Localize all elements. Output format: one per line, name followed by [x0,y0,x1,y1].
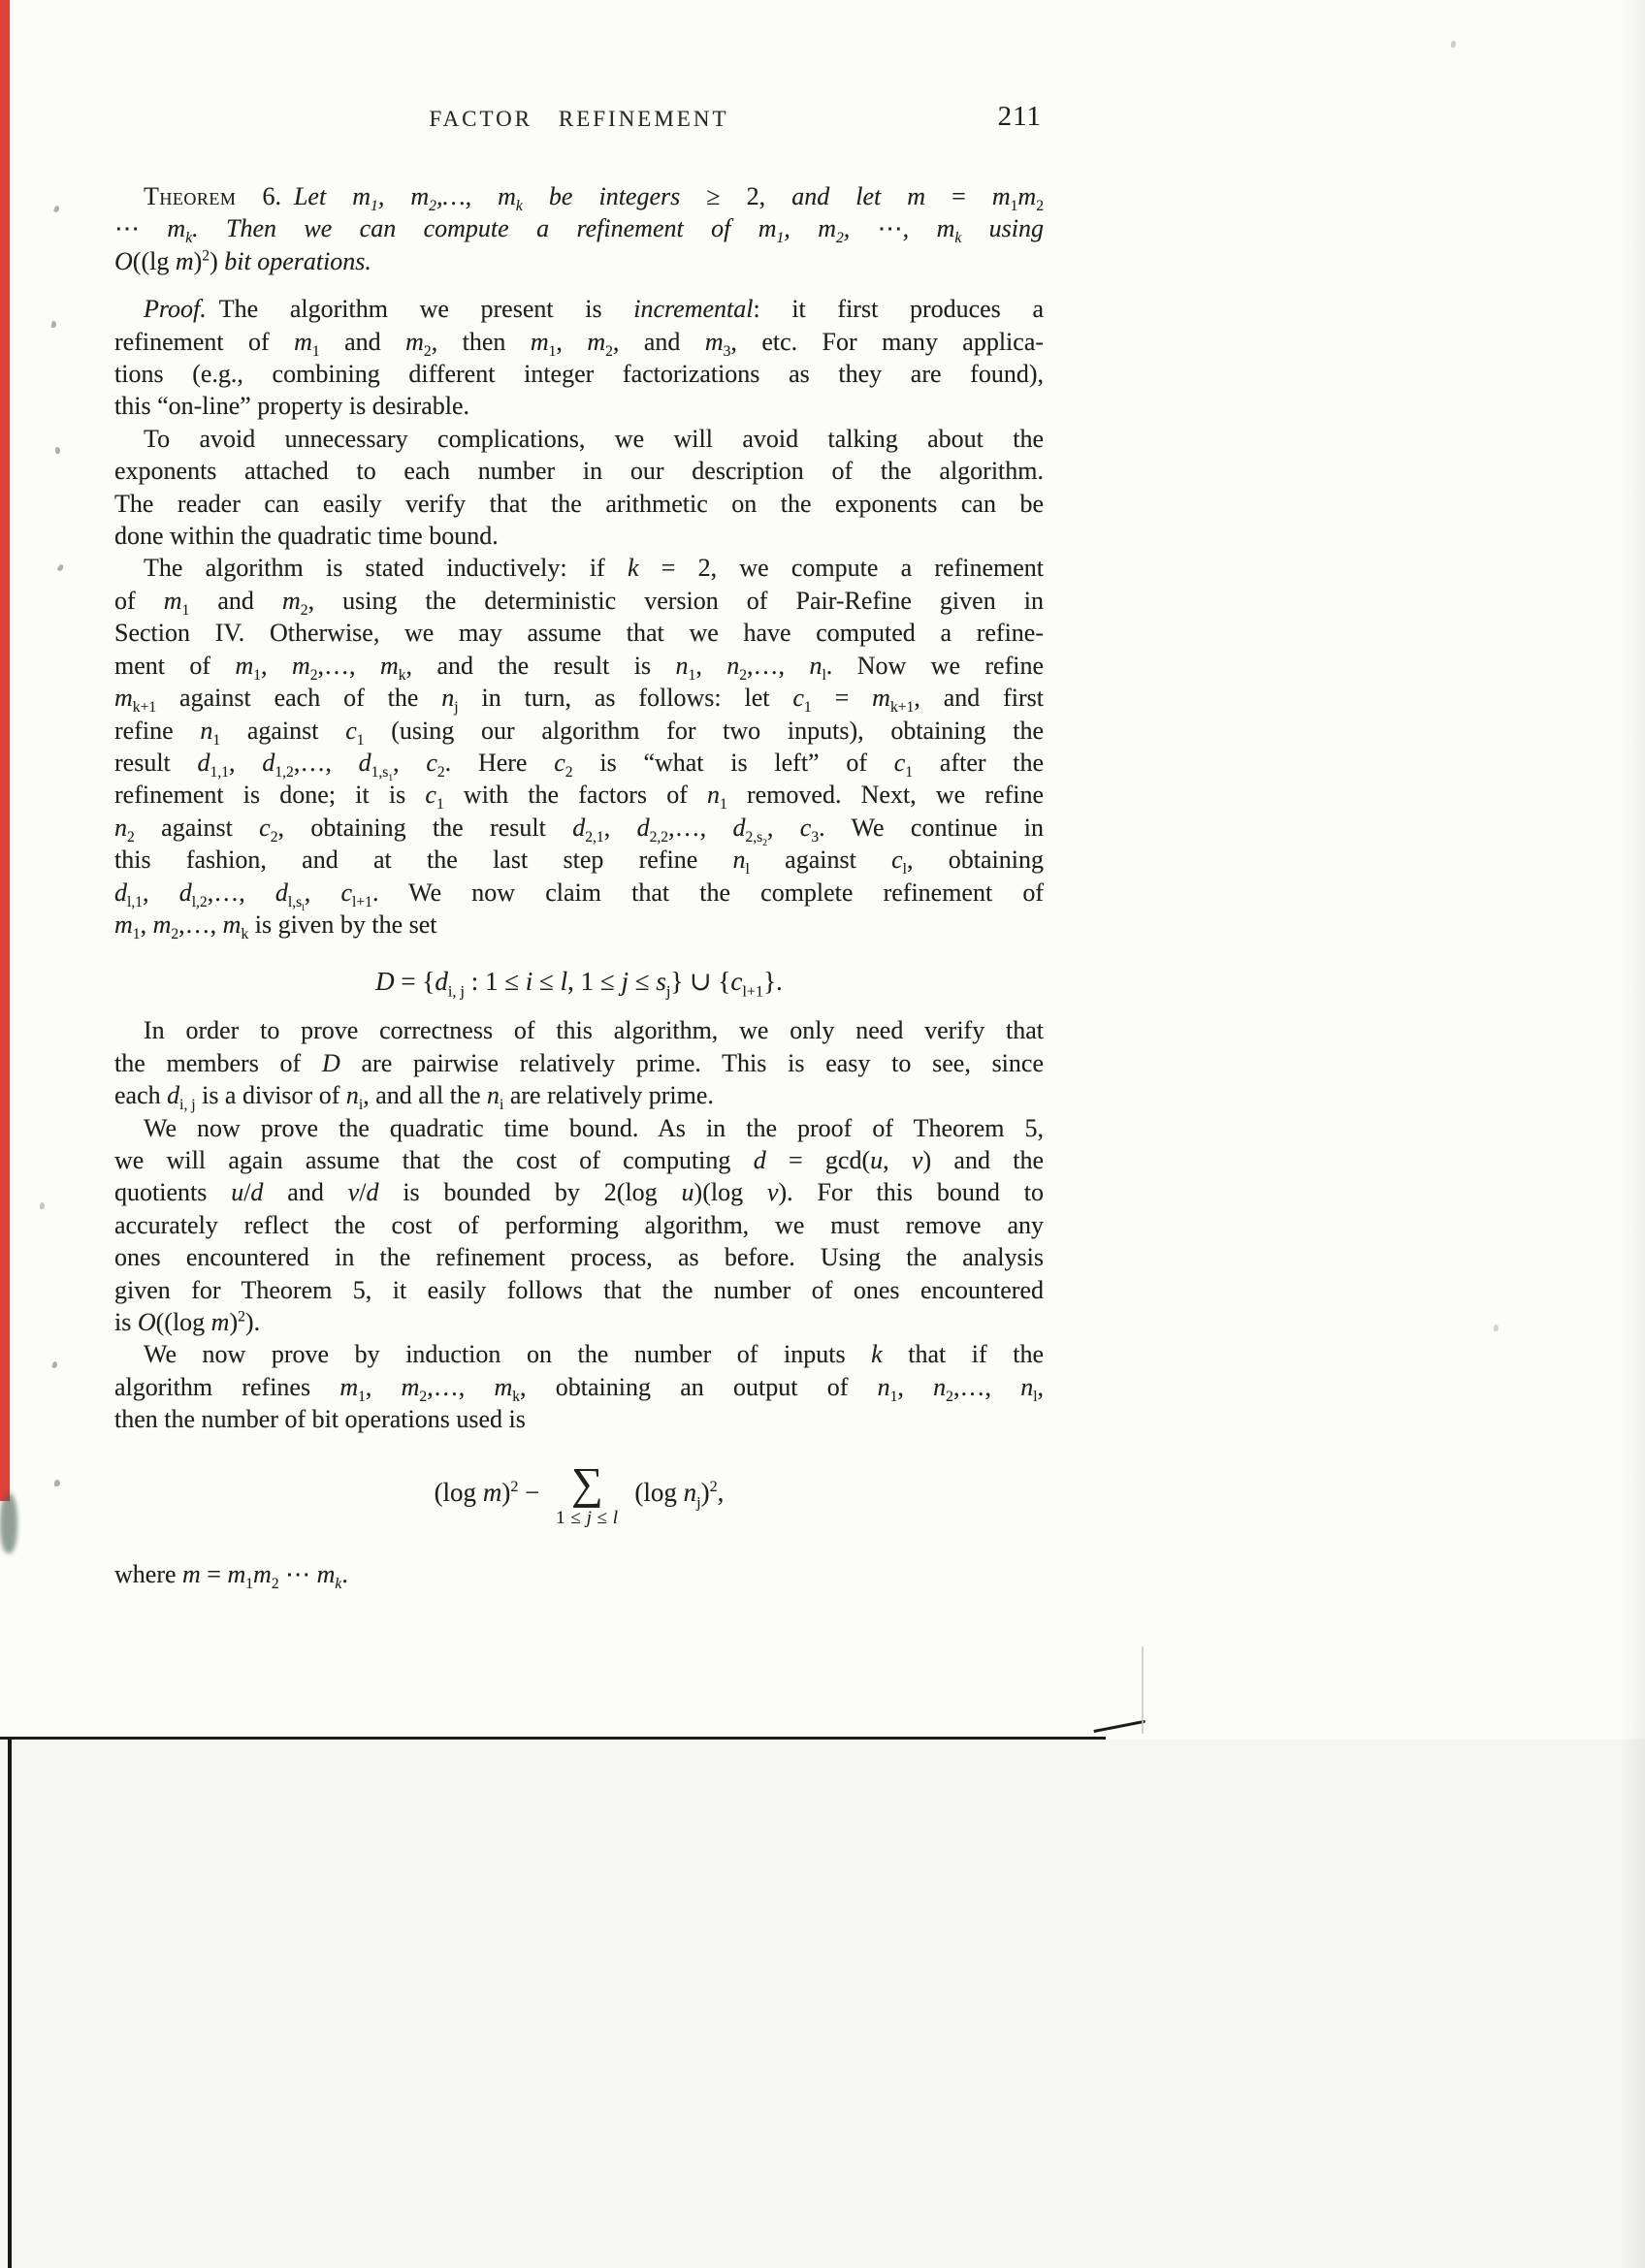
text-line: accurately reflect the cost of performing algorithm, we must remove any [114,1210,1044,1239]
text-line: result $d_{1,1}$, $d_{1,2},\dots$, $d_{1,s_1}$, $c_2$. Here $c_2$ is “what is left” of $c_1$ after the [114,748,1045,784]
page-corner-curl [1093,1720,1145,1733]
text-line: ones encountered in the refinement process, as before. Using the analysis [114,1243,1044,1272]
scan-speck [1494,1325,1499,1331]
text-line: done within the quadratic time bound. [114,522,499,551]
text-line: In order to prove correctness of this algorithm, we only need verify that [144,1016,1044,1045]
text-line: Proof. The algorithm we present is incremental: it first produces a [144,295,1044,324]
proof-paragraph-1 [114,293,1044,423]
text-line: of $m_1$ and $m_2$, using the deterministic version of Pair-Refine given in [114,586,1044,620]
proof-paragraph-5 [114,1112,1044,1339]
text-line: $m_1$, $m_2,\dots$, $m_k$ is given by the set [114,910,437,943]
proof-paragraph-4 [114,1014,1044,1114]
text-line: the members of D are pairwise relatively prime. This is easy to see, since [114,1048,1044,1077]
page-corner-edge [1142,1646,1144,1734]
scan-speck [54,1480,60,1486]
text-line: this “on-line” property is desirable. [114,392,470,421]
text-line: this fashion, and at the last step refine $n_l$ against $c_l$, obtaining [114,846,1044,878]
text-line: ment of $m_1$, $m_2,\dots$, $m_k$, and the result is $n_1$, $n_2,\dots$, $n_l$. Now we refine [114,651,1045,684]
text-line: refinement is done; it is $c_1$ with the factors of $n_1$ removed. Next, we refine [114,781,1044,814]
summation-symbol: ∑ [570,1457,603,1508]
text-column [114,101,1045,1592]
text-line: We now prove by induction on the number of inputs k that if the [144,1340,1045,1369]
text-line: algorithm refines $m_1$, $m_2,\dots$, $m_k$, obtaining an output of $n_1$, $n_2,\dots$, $n_l$, [114,1372,1045,1405]
text-line: is O((log m)$^2$). [114,1308,261,1336]
text-line: Section IV. Otherwise, we may assume that we have computed a refine- [114,619,1044,648]
display-equation-set-D: $D = \{d_{i, j}$ : 1 ≤ i ≤ l, $1 \le j \le s_j$} ∪ $\{c_{l+1}\}$. [375,967,783,1001]
text-line: each $d_{i, j}$ is a divisor of $n_i$, and all the $n_i$ are relatively prime. [114,1081,714,1114]
left-page-edge-line [8,1740,12,2268]
text-line: We now prove the quadratic time bound. As in the proof of Theorem 5, [144,1113,1044,1142]
page-bottom-edge-line [0,1737,1106,1740]
page-number: 211 [997,101,1042,132]
text-line: $n_2$ against $c_2$, obtaining the result $d_{2,1}$, $d_{2,2},\dots$, $d_{2,s_2}$, $c_3$. We continue in [114,813,1045,849]
scan-speck [51,1361,57,1369]
proof-paragraph-6 [114,1338,1044,1435]
text-line: To avoid unnecessary complications, we will avoid talking about the [144,424,1044,453]
text-line: ⋯ $m_k$. Then we can compute a refinement of $m_1$, $m_2$, ⋯, $m_k$ using [114,214,1045,247]
text-line: quotients u/d and v/d is bounded by 2(log u)(log v). For this bound to [114,1178,1044,1207]
text-line: we will again assume that the cost of computing d = gcd(u, v) and the [114,1145,1045,1174]
proof-paragraph-7 [114,1558,1044,1590]
text-line: then the number of bit operations used is [114,1405,526,1434]
text-line: $d_{l,1}$, $d_{l,2},\dots$, $d_{l,s_l}$, $c_{l+1}$. We now claim that the complete refinement of [114,878,1045,913]
text-line: refine $n_1$ against $c_1$ (using our algorithm for two inputs), obtaining the [114,716,1045,749]
text-column-blocks [114,180,1044,1590]
text-line: exponents attached to each number in our description of the algorithm. [114,457,1044,486]
text-line: Theorem 6. Let $m_1$, $m_2,\dots$, $m_k$ be integers ≥ 2, and let $m = m_1m_2$ [144,182,1044,215]
scan-speck [54,446,61,454]
text-line: $m_{k+1}$ against each of the $n_j$ in turn, as follows: let $c_1 = m_{k+1}$, and first [114,684,1045,717]
scan-smudge [0,1493,17,1553]
text-line: O((lg m)$^2$) bit operations. [114,246,371,275]
running-title: FACTOR REFINEMENT [429,107,729,131]
scan-speck [51,321,56,328]
text-line: refinement of $m_1$ and $m_2$, then $m_1$, $m_2$, and $m_3$, etc. For many applica- [114,327,1045,360]
proof-paragraph-3 [114,552,1044,941]
text-line: given for Theorem 5, it easily follows that the number of ones encountered [114,1275,1044,1304]
scan-speck [53,205,60,212]
text-line: The reader can easily verify that the arithmetic on the exponents can be [114,489,1044,518]
scan-speck [57,563,65,572]
red-margin-scan-line [0,0,10,1501]
scan-edge-shadow [1620,0,1645,2268]
theorem-6 [114,180,1044,277]
text-line: The algorithm is stated inductively: if k = 2, we compute a refinement [144,554,1044,583]
text-line: tions (e.g., combining different integer factorizations as they are found), [114,360,1044,389]
scan-speck [1451,41,1456,48]
scanner-bed-area [0,1740,1645,2268]
display-equation-bit-operations: (log m)$^2$ − ∑ 1 ≤ j ≤ l (log $n_j)^2$, [434,1457,725,1528]
text-line: where $m = m_1m_2$ ⋯ $m_k$. [114,1559,348,1592]
proof-paragraph-2 [114,423,1044,553]
running-header [114,101,1044,140]
scan-speck [40,1202,45,1209]
